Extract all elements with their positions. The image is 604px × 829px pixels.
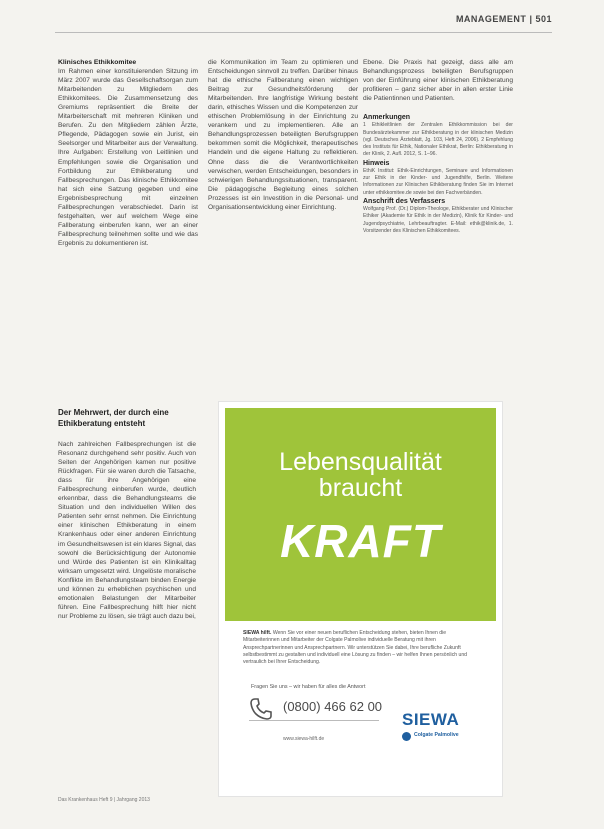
header-rule <box>55 32 552 33</box>
ad-banner <box>225 408 496 621</box>
links-heading: Hinweis <box>363 159 390 167</box>
ad-website-link[interactable]: www.siewa-hilft.de <box>283 736 325 742</box>
notes-heading: Anmerkungen <box>363 114 411 122</box>
ad-brand-lead: SIEWA hilft. <box>243 630 272 636</box>
section-title: MANAGEMENT <box>455 14 527 24</box>
advertisement[interactable] <box>218 401 503 797</box>
page-number: 501 <box>535 14 552 24</box>
phone-icon <box>249 697 273 721</box>
ad-body-text: Wenn Sie vor einer neuen beruflichen Entscheidung stehen, bieten Ihnen die Mitarbeiterinnen und Mitarbeiter der Colgate Palmolive individuelle Beratung mit ihren Ansprechpartnerinnen und Ansprechpartnern. Wir unterstützen Sie dabei, Ihre berufliche Zukunft selbstbestimmt zu gestalten und individuell eine Lösung zu finden – wir helfen Ihnen persönlich und vertraulich bei Ihrer Entscheidung. <box>243 630 467 666</box>
ad-phone-number[interactable]: (0800) 466 62 00 <box>283 699 383 714</box>
body-text: Nach zahlreichen Fallbesprechungen ist die Resonanz durchgehend sehr positiv. Auch von Seiten der Angehörigen kamen nur positive Rückfragen. Für sie waren durch die Tatsache, dass für ihre Angehörigen eine Fallbesprechung einberufen wurde, deutlich erkennbar, dass die Behandlungsteams die Situation und den individuellen Willen des Patienten sehr ernst nehmen. Die Einrichtung einer klinischen Ethikberatung in einem Krankenhaus oder einer anderen Einrichtung im Gesundheitswesen ist ein klares Signal, das sowohl die Berücksichtigung der Autonomie und Würde des Patienten ist ein Klinikalltag wirksam umgesetzt wird. Ungelöste moralische Konflikte im Behandlungsteam binden Energie und können zu erheblichen psychischen und emotionalen Belastungen der Mitarbeiter führen. Eine Fallbesprechung hilft hier nicht nur Probleme zu lösen, sie trägt auch dazu bei, <box>58 441 196 620</box>
ad-body <box>243 630 481 666</box>
section-heading: Der Mehrwert, der durch eine Ethikberatung entsteht <box>58 408 169 428</box>
siewa-logo: SIEWA <box>402 710 460 729</box>
column-3 <box>363 58 513 235</box>
body-text: Ebene. Die Praxis hat gezeigt, dass alle am Behandlungsprozess beteiligten Berufsgruppen von der Einführung einer klinischen Ethikberatung profitieren – ganz sicher aber in allen erster Linie die Patientinnen und Patienten. <box>363 59 513 103</box>
notes-text: 1 Ethikleitlinien der Zentralen Ethikkommission bei der Bundesärztekammer zur Ethikberatung in der klinischen Medizin (vgl. Deutsches Ärzteblatt, Jg. 103, Heft 24, 2006). 2 Empfehlung des Instituts für Ethik, Nationaler Ethikrat, Berlin: Ethikberatung in der Klinik, 2. Aufl. 2012, S. 1–96. <box>363 122 513 158</box>
column-2 <box>208 58 358 212</box>
ad-headline-1: Lebensqualität <box>279 448 442 476</box>
author-heading: Anschrift des Verfassers <box>363 198 446 205</box>
body-text: Im Rahmen einer konstituierenden Sitzung im März 2007 wurde das Gesellschaftsorgan zum Mitarbeitenden zu Mitgliedern des Ethikkomitees. Die Zusammensetzung des Gremiums repräsentiert die Breite der Mitarbeiterschaft mit mehreren Kliniken und Berufen. Zu den Mitgliedern zählen Ärzte, Pflegende, Pädagogen sowie ein Jurist, ein Seelsorger und Mitarbeiter aus der Verwaltung. Ihre Aufgaben: Erstellung von Leitlinien und Empfehlungen sowie die Organisation und Fortbildung zur Ethikberatung und Fallbesprechungen. Das klinische Ethikkomitee hat sich eine Satzung gegeben und eine Ergebnisbesprechung mit einzelnen Fallbesprechungen verabschiedet. Darin ist festgehalten, wer auf welchem Wege eine Fallberatung einberufen kann, wer an einer Fallbesprechung teilnehmen sollte und wie das Ergebnis zu dokumentieren ist. <box>58 68 198 247</box>
ad-hotline-label: Fragen Sie uns – wir haben für alles die Antwort <box>251 684 366 690</box>
author-text: Wolfgang Prof. (Dr.) Diplom-Theologe, Ethikberater und Klinischer Ethiker (Akademie für Ethik in der Medizin), Klinik für Kinder- und Jugendpsychiatrie, Lehrbeauftragter. E-Mail: ethik@klinik.de, 1. Vorsitzender des Klinischen Ethikkomitees. <box>363 206 513 234</box>
company-name: Colgate Palmolive <box>414 732 459 738</box>
page-footer: Das Krankenhaus Heft 9 | Jahrgang 2013 <box>58 797 150 803</box>
body-text: die Kommunikation im Team zu optimieren und Entscheidungen sinnvoll zu treffen. Darüber hinaus hat die ethische Fallberatung einen wichtigen Beitrag zur Gesundheitsförderung der Mitarbeitenden. Ihre langfristige Wirkung besteht darin, ethisches Wissen und die Kompetenzen zur ethischen Problemlösung in der Einrichtung zu verankern und zu implementieren. Alle an Behandlungsprozessen beteiligten Berufsgruppen bekommen somit die Möglichkeit, therapeutisches Handeln und die eigene Haltung zu reflektieren. Ohne dass die die Verantwortlichkeiten verwischen, werden Entscheidungen, besonders in schwierigen Behandlungssituationen, transparent. Die pädagogische Begleitung eines solchen Prozesses ist ein Investition in die Personal- und Organisationsentwicklung einer Einrichtung. <box>208 59 358 211</box>
column-1-lower <box>58 440 196 621</box>
ad-divider <box>249 720 379 721</box>
colgate-logo-icon <box>402 732 411 741</box>
section-heading: Klinisches Ethikkomitee <box>58 59 137 66</box>
links-text: EthiK Institut: Ethik-Einrichtungen, Seminare und Informationen zur Ethik in der Kinder- und Jugendhilfe, Berlin. Weitere Informationen zur Klinischen Ethikberatung finden Sie im Internet unter ethikkomitee.de sowie bei den Fachverbänden. <box>363 167 513 196</box>
page-header: MANAGEMENT | 501 <box>455 14 552 24</box>
column-1 <box>58 58 198 248</box>
ad-headline-kraft: KRAFT <box>280 515 441 567</box>
ad-headline-2: braucht <box>318 474 403 502</box>
